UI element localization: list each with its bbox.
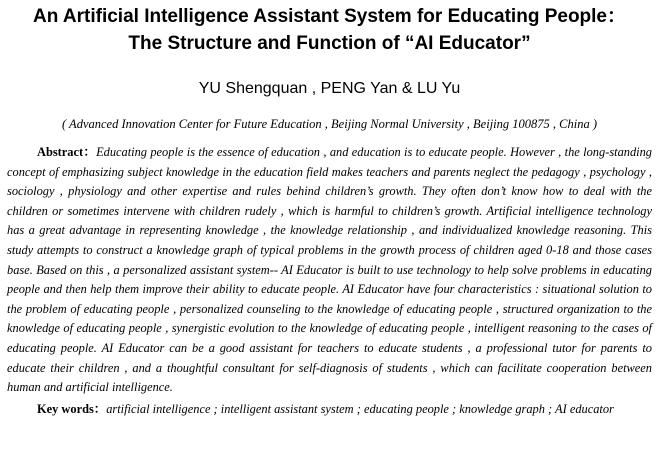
abstract-text: Educating people is the essence of education , and education is to educate people. However , the long-standing concept of emphasizing subject knowledge in the education field makes teachers and parents neglect the pedagogy , psychology , sociology , physiology and other expertise and rules behind children’s growth. They often don’t know how to deal with the children or sometimes intervene with children rudely , which is harmful to children’s growth. Artificial intelligence technology has a great advantage in representing knowledge , the knowledge relationship , and individualized knowledge reasoning. This study attempts to construct a knowledge graph of typical problems in the growth process of children aged 0-18 and those cases base. Based on this , a personalized assistant system-- AI Educator is built to use technology to help solve problems in educating people and then help them improve their ability to educate people. AI Educator have four characteristics : situational solution to the problem of educating people , personalized counseling to the knowledge of educating people , structured organization to the knowledge of educating people , synergistic evolution to the knowledge of educating people , intelligent reasoning to the cases of educating people. AI Educator can be a good assistant for teachers to educate students , a professional tutor for parents to educate their children , and a thoughtful consultant for self-diagnosis of students , which can facilitate cooperation between human and artificial intelligence. (7, 145, 653, 395)
paper-title (0, 0, 659, 57)
keywords-label: Key words： (37, 401, 107, 416)
title-line-1: An Artificial Intelligence Assistant System for Educating People： (33, 6, 626, 27)
title-line-2: The Structure and Function of “AI Educator” (128, 33, 531, 54)
author-list: YU Shengquan , PENG Yan & LU Yu (198, 80, 461, 97)
abstract-label: Abstract： (37, 145, 97, 159)
keywords-section (7, 400, 652, 419)
keywords-list: artificial intelligence ; intelligent assistant system ; educating people ; knowledge graph ; AI educator (106, 401, 614, 416)
abstract-section (7, 143, 652, 398)
affiliation: ( Advanced Innovation Center for Future Education , Beijing Normal University , Beijing 100875 , China ) (62, 117, 597, 131)
